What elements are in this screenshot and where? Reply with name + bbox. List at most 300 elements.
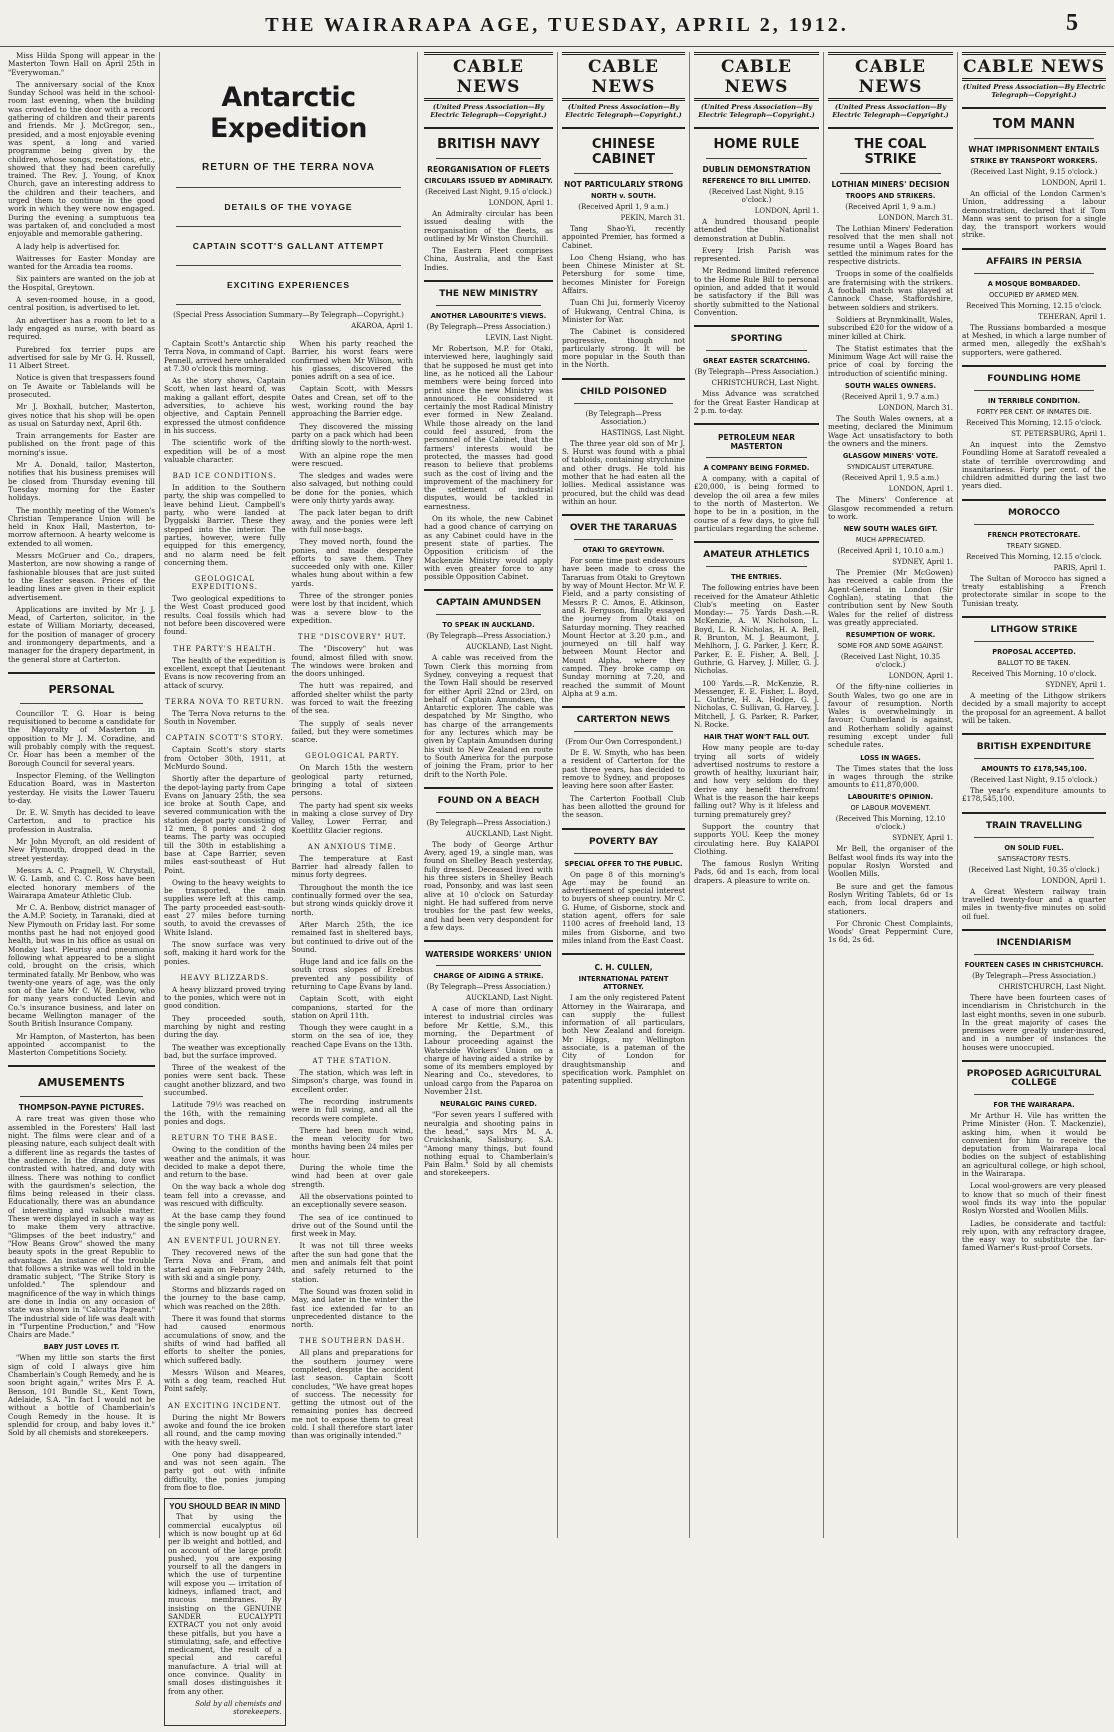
credit-line: (United Press Association—By Electric Telegraph—Copyright.) bbox=[565, 103, 682, 119]
subheading: AN EXCITING INCIDENT. bbox=[167, 1401, 282, 1410]
paragraph: The health of the expedition is excellent, except that Lieutenant Evans is now recovering from an attack of scurvy. bbox=[164, 655, 286, 690]
paragraph: A cable was received from the Town Clerk this morning from Sydney, conveying a request that the Town Hall should be reserved for either April 22nd or 23rd, on behalf of Captain Amundsen, the Antarctic explorer. The cable was despatched by Mr Singtho, who has charge of the arrangements for any lectures which may be given by Captain Amundsen during his visit to New Zealand en route to South America for the purpose of joining the Fram, prior to her drift to the North Pole. bbox=[424, 653, 553, 779]
paragraph: Mr Robertson, M.P. for Otaki, interviewed here, laughingly said that he supposed he must get into line, as he noticed all the Labour members were being forced into print since the new Ministry was announced. He considered it certainly the most Radical Ministry ever formed in New Zealand. While those already on the land could feel assured, from the personnel of the Cabinet, that the farmers' interests would be protected, the masses had good reason to believe that problems such as the cost of living and the improvement of the machinery for the settlement of industrial disputes, would be tackled in earnestness. bbox=[424, 344, 553, 511]
column-cable-news-2 bbox=[558, 52, 690, 1538]
paragraph: Mr John Mycroft, an old resident of New Plymouth, dropped dead in the street yesterday. bbox=[8, 837, 155, 863]
dateline: PARIS, April 1. bbox=[1053, 563, 1106, 572]
paragraph: The Sultan of Morocco has signed a treaty establishing a French protectorate similar in scope to the Tunisian treaty. bbox=[962, 573, 1106, 608]
dateline: LONDON, April 1. bbox=[488, 199, 553, 207]
credit-line: (Special Press Association Summary—By Telegraph—Copyright.) bbox=[173, 311, 404, 319]
paragraph: Two geological expeditions to the West Coast produced good results. Coal fossils which had not before been discovered were found. bbox=[164, 594, 286, 637]
article-headline: HOME RULE bbox=[713, 137, 800, 152]
subheading: A MOSQUE BOMBARDED. bbox=[987, 279, 1081, 288]
subheading: SATISFACTORY TESTS. bbox=[997, 854, 1071, 863]
paragraph: The "Discovery" hut was found, almost filled with snow. The windows were broken and the doors unhinged. bbox=[291, 644, 413, 679]
divider bbox=[424, 589, 553, 591]
subheading: OTAKI TO GREYTOWN. bbox=[582, 546, 665, 555]
paragraph: They discovered the missing party on a pack which had been drifting slowly to the north-west. bbox=[291, 421, 413, 448]
paragraph: Messrs Wilson and Meares, with a dog team, reached Hut Point safely. bbox=[164, 1367, 286, 1394]
divider bbox=[706, 350, 807, 351]
paragraph: The Lothian Miners' Federation resolved that the men shall not resume until a Wages Board has settled the minimum rates for the respective districts. bbox=[828, 224, 953, 267]
article-headline: TRAIN TRAVELLING bbox=[985, 820, 1083, 831]
paragraph: A case of more than ordinary interest to industrial circles was before Mr Kettle, S.M., this morning, the Department of Labour proceeding against the Waterside Workers' Union on a charge of having aided a strike by some of its members employed by Nearing and Co., stevedores, to unload cargo from the Paparoa on November 21st. bbox=[424, 1004, 553, 1097]
paragraph: The hutt was repaired, and afforded shelter whilst the party was forced to wait the freezing of the sea. bbox=[291, 681, 413, 716]
credit-line: (United Press Association—By Electric Telegraph—Copyright.) bbox=[430, 103, 547, 119]
paragraph: Captain Scott's Antarctic ship Terra Nova, in command of Capt. Pennell, arrived here unheralded at 7.30 o'clock this morning. bbox=[164, 339, 286, 373]
dateline: LONDON, April 1. bbox=[1041, 179, 1106, 187]
subheading: AMOUNTS TO £178,545,100. bbox=[981, 765, 1087, 774]
credit-line: (By Telegraph—Press Association.) bbox=[426, 983, 551, 992]
paragraph: As the story shows, Captain Scott, when last heard of, was making a gallant effort, despite adversities, to achieve his objective, and Captain Pennell expressed the utmost confidence in his success. bbox=[164, 376, 286, 435]
paragraph: A company, with a capital of £20,000, is being formed to develop the oil area a few miles to the north of Masterton. We hope to be in a position, in the course of a few days, to give full particulars regarding the scheme. bbox=[694, 474, 819, 533]
subheading: CAPTAIN SCOTT'S STORY. bbox=[165, 734, 284, 743]
paragraph: On March 15th the western geological party returned, bringing a total of sixteen persons. bbox=[291, 763, 413, 798]
paragraph: There had been much wind, the mean velocity for two months having been 24 miles per hour. bbox=[291, 1125, 413, 1160]
paragraph: Tuan Chi Jui, formerly Viceroy of Hukwang, Central China, is Minister for War. bbox=[562, 298, 685, 324]
dateline: TEHERAN, April 1. bbox=[1038, 312, 1106, 321]
paragraph: Waitresses for Easter Monday are wanted for the Arcadia tea rooms. bbox=[8, 253, 155, 272]
paragraph: A hundred thousand people attended the Nationalist demonstration at Dublin. bbox=[694, 217, 819, 243]
subheading: HAIR THAT WON'T FALL OUT. bbox=[703, 733, 810, 742]
paragraph: Mr Bell, the organiser of the Belfast wool finds its way into the popular Roslyn Worsted and Woollen Mills. bbox=[828, 844, 953, 879]
subheading: HEAVY BLIZZARDS. bbox=[180, 973, 270, 982]
subheading: FORTY PER CENT. OF INMATES DIE. bbox=[976, 407, 1092, 416]
article-subheading: CAPTAIN SCOTT'S GALLANT ATTEMPT bbox=[192, 241, 385, 251]
subheading: AT THE STATION. bbox=[312, 1057, 392, 1066]
dateline: AKAROA, April 1. bbox=[351, 322, 413, 330]
cable-news-banner: CABLE NEWS bbox=[694, 52, 819, 101]
dateline: LEVIN, Last Night. bbox=[485, 334, 553, 343]
dateline: SYDNEY, April 1. bbox=[892, 558, 953, 567]
divider bbox=[176, 226, 401, 227]
paragraph: The Premier (Mr McGowen) has received a cable from the Agent-General in London (Sir Coghlan), stating that the contribution sent by New South Wales for the relief of distress was greatly appreciated. bbox=[828, 568, 953, 627]
divider bbox=[962, 1060, 1106, 1062]
paragraph: An advertiser has a room to let to a lady engaged as nurse, with board as required. bbox=[8, 315, 155, 342]
paragraph: Captain Scott, with eight companions, started for the station on April 11th. bbox=[291, 994, 413, 1020]
paragraph: "For seven years I suffered with neuralgia and shooting pains in the head," says Mrs M. A. Cruickshank, Salisbury, S.A. "Among many things, but found nothing equal to Chamberlain's Pain Balm." Sold by all chemists and storekeepers. bbox=[424, 1110, 553, 1178]
subheading: THE ENTRIES. bbox=[731, 573, 782, 582]
received-line: Received This Morning, 12.15 o'clock. bbox=[966, 552, 1102, 561]
dateline: SYDNEY, April 1. bbox=[1045, 680, 1106, 689]
subheading: GLASGOW MINERS' VOTE. bbox=[842, 452, 939, 461]
paragraph: Captain Scott's story starts from October 30th, 1911, at McMurdo Sound. bbox=[164, 745, 286, 771]
dateline: AUCKLAND, Last Night. bbox=[465, 643, 553, 652]
divider bbox=[562, 828, 685, 830]
paragraph: The sledges and wades were also salvaged, but nothing could be done for the ponies, which were only thirty yards away. bbox=[291, 471, 413, 506]
subheading: INTERNATIONAL PATENT ATTORNEY. bbox=[578, 975, 669, 992]
paragraph: Messrs McGruer and Co., drapers, Masterton, are now showing a range of fashionable blouses that are just suited to the Easter season. Prices of the leading lines are given in their explicit advertisement. bbox=[8, 551, 155, 602]
paragraph: The year's expenditure amounts to £178,545,100. bbox=[962, 786, 1106, 804]
paragraph: The body of George Arthur Avery, aged 19, a single man, was found on Shelley Beach yesterday, fully dressed. Deceased lived with his three sisters in Shelley Beach road, Ponsonby, and was last seen alive at 10 o'clock on Saturday night. He had suffered from nerve troubles for the past few weeks, and had been very despondent for a few days. bbox=[424, 839, 553, 932]
paragraph: Though they were caught in a storm on the sea of ice, they reached Cape Evans on the 13th. bbox=[291, 1023, 413, 1049]
subheading: LOSS IN WAGES. bbox=[860, 753, 921, 762]
dateline: ST. PETERSBURG, April 1. bbox=[1011, 429, 1106, 438]
paragraph: Six painters are wanted on the job at the Hospital, Greytown. bbox=[8, 274, 155, 292]
received-line: Received This Morning, 12.15 o'clock. bbox=[966, 418, 1102, 427]
paragraph: How many people are to-day trying all sorts of widely advertised nostrums to restore a growth of healthy, luxuriant hair, and how very seldom do they derive any benefit therefrom! What is the reason the hair keeps falling out? Why is it lifeless and turning prematurely grey? bbox=[694, 743, 819, 819]
received-line: (Received Last Night, 9.15 o'clock.) bbox=[970, 776, 1098, 785]
subheading: BABY JUST LOVES IT. bbox=[43, 1343, 120, 1352]
article-headline: OVER THE TARARUAS bbox=[569, 523, 678, 534]
received-line: (Received Last Night, 10.35 o'clock.) bbox=[968, 865, 1100, 874]
divider bbox=[962, 248, 1106, 250]
paragraph: For Chronic Chest Complaints, Woods' Great Peppermint Cure, 1s 6d, 2s 6d. bbox=[828, 918, 953, 945]
paragraph: The South Wales owners, at a meeting, declared the Minimum Wage Act unsatisfactory to both the owners and the miners. bbox=[828, 414, 953, 448]
article-headline: MOROCCO bbox=[1007, 507, 1061, 518]
article-headline: THE COAL STRIKE bbox=[854, 137, 927, 167]
subheading: NOT PARTICULARLY STRONG bbox=[563, 180, 684, 189]
divider bbox=[974, 758, 1094, 759]
divider bbox=[962, 929, 1106, 931]
paragraph: At the base camp they found the single pony well. bbox=[164, 1211, 286, 1229]
subheading: ANOTHER LABOURITE'S VIEWS. bbox=[430, 312, 547, 321]
subheading: LABOURITE'S OPINION. bbox=[847, 793, 934, 802]
subheading: TO SPEAK IN AUCKLAND. bbox=[442, 621, 535, 630]
paragraph: They recovered news of the Terra Nova and Fram, and started again on February 24th, with ski and a single pony. bbox=[164, 1247, 286, 1282]
cable-news-banner: CABLE NEWS bbox=[828, 52, 953, 101]
subheading: NEURALGIC PAINS CURED. bbox=[440, 1100, 537, 1109]
received-line: (Received April 1, 9 a.m.) bbox=[845, 203, 936, 211]
divider bbox=[562, 953, 685, 955]
article-headline: C. H. CULLEN, bbox=[594, 963, 653, 973]
section-heading-personal: PERSONAL bbox=[48, 682, 115, 696]
article-headline: THE NEW MINISTRY bbox=[439, 289, 538, 300]
paragraph: The Eastern Fleet comprises China, Australia, and the East Indies. bbox=[424, 246, 553, 272]
paragraph: The Times states that the loss in wages through the strike amounts to £11,870,000. bbox=[828, 763, 953, 790]
article-headline: FOUNDLING HOME bbox=[987, 373, 1081, 384]
paragraph: A seven-roomed house, in a good, central position, is advertised to let. bbox=[8, 295, 155, 313]
paragraph: Three of the stronger ponies were lost by that incident, which was a severe blow to the expedition. bbox=[291, 591, 413, 625]
divider bbox=[562, 378, 685, 380]
received-line: (Received April 1, 9 a.m.) bbox=[578, 203, 669, 211]
subheading: DUBLIN DEMONSTRATION bbox=[702, 165, 811, 174]
paragraph: Storms and blizzards raged on the journey to the base camp, which was reached on the 28th. bbox=[164, 1285, 286, 1311]
divider bbox=[694, 325, 819, 327]
paragraph: The Cabinet is considered progressive, though not particularly strong. It will be more popular in the South than in the North. bbox=[562, 327, 685, 370]
divider bbox=[424, 787, 553, 789]
paragraph: Tang Shao-Yi, recently appointed Premier, has formed a Cabinet. bbox=[562, 224, 685, 250]
subheading: FOURTEEN CASES IN CHRISTCHURCH. bbox=[964, 960, 1104, 969]
paragraph: 100 Yards.—R. McKenzie, R. Messenger, E. E. Fisher, L. Boyd, L. Guthrie, H. A. Hodge, G. J. Nicholas, C. Sullivan, G. Harvey, J. Mitchell, J. G. Parker, R. Parker, N. Rocke. bbox=[694, 678, 819, 729]
column-cable-news-3 bbox=[690, 52, 824, 1538]
subheading: SOUTH WALES OWNERS. bbox=[844, 382, 937, 391]
received-line: (Received April 1, 9.7 a.m.) bbox=[841, 393, 940, 402]
credit-line: (United Press Association—By Electric Telegraph—Copyright.) bbox=[962, 83, 1106, 99]
divider bbox=[962, 812, 1106, 814]
paragraph: Every Irish Parish was represented. bbox=[694, 245, 819, 264]
advertisement-text: That by using the commercial eucalyptus oil which is now bought up at 6d per lb weight and bottled, and on account of the large profit pushed, you are exposing yourself to all the dangers in which the use of turpentine will expose you — irritation of kidneys, inflamed tract, and mucous membranes. By insisting on the GENUINE SANDER EUCALYPTI EXTRACT you not only avoid these pitfalls, but you have a stimulating, safe, and effective medicament, the result of a special and careful manufacture. A trial will at once convince. Quality in small doses distinguishes it from any other. bbox=[168, 1512, 282, 1696]
subheading: THE PARTY'S HEALTH. bbox=[173, 644, 277, 653]
divider bbox=[962, 733, 1106, 735]
paragraph: There have been fourteen cases of incendiarism in Christchurch in the last eight months, seven in one suburb. In the great majority of cases the premises were greatly under-insured, and in a number of instances the houses were unoccupied. bbox=[962, 992, 1106, 1052]
paragraph: A heavy blizzard proved trying to the ponies, which were not in good condition. bbox=[164, 984, 286, 1011]
credit-line: (From Our Own Correspondent.) bbox=[565, 738, 682, 747]
paragraph: Owing to the heavy weights to be transported, the main supplies were left at this camp. The party proceeded east-south-east 27 miles before turning south, to avoid the crevasses of White Island. bbox=[164, 877, 286, 937]
dateline: LONDON, April 1. bbox=[1041, 876, 1106, 885]
credit-line: (By Telegraph—Press Association.) bbox=[585, 409, 662, 426]
paragraph: Huge land and ice falls on the south cross slopes of Erebus prevented any possibility of returning to Cape Evans by land. bbox=[291, 957, 413, 991]
dateline: LONDON, April 1. bbox=[888, 672, 953, 681]
credit-line: (By Telegraph—Press Association.) bbox=[426, 632, 551, 641]
received-line: (Received Last Night, 10.35 o'clock.) bbox=[840, 653, 941, 670]
paragraph: Shortly after the departure of the depot-laying party from Cape Evans on January 25th, the sea ice broke at South Cape, and severed communication with the station depot party consisting of 12 men, 8 ponies and 2 dog teams. The party was occupied till the 30th in establishing a base at Cape Barrier, seven miles east-southeast of Hut Point. bbox=[164, 774, 286, 875]
divider bbox=[974, 1094, 1094, 1095]
paragraph: The sea of ice continued to drive out of the Sound until the first week in May. bbox=[291, 1212, 413, 1239]
paragraph: Loo Cheng Hsiang, who has been Chinese Minister at St. Petersburg for some time, becomes Minister for Foreign Affairs. bbox=[562, 252, 685, 296]
divider bbox=[974, 837, 1094, 838]
paragraph: Mr Hampton, of Masterton, has been appointed accompanist to the Masterton Competitions Society. bbox=[8, 1031, 155, 1058]
paragraph: A meeting of the Lithgow strikers decided by a small majority to accept the proposal for an agreement. A ballot will be taken. bbox=[962, 690, 1106, 725]
advertisement-footer: Sold by all chemists and storekeepers. bbox=[195, 1699, 282, 1716]
paragraph: A Great Western railway train travelled twenty-four and a quarter miles in twenty-five minutes on solid oil fuel. bbox=[962, 886, 1106, 921]
divider bbox=[694, 423, 819, 425]
subheading: OCCUPIED BY ARMED MEN. bbox=[989, 290, 1079, 299]
subheading: STRIKE BY TRANSPORT WORKERS. bbox=[970, 157, 1098, 165]
divider bbox=[562, 706, 685, 708]
subheading: FOR THE WAIRARAPA. bbox=[993, 1100, 1075, 1109]
paragraph: The supply of seals never failed, but they were sometimes scarce. bbox=[291, 718, 413, 745]
divider bbox=[574, 731, 673, 732]
cable-news-banner: CABLE NEWS bbox=[424, 52, 553, 101]
subheading: AN ANXIOUS TIME. bbox=[307, 842, 397, 851]
article-headline: CAPTAIN AMUNDSEN bbox=[436, 598, 541, 609]
subheading: FRENCH PROTECTORATE. bbox=[987, 530, 1081, 539]
paragraph: Purebred fox terrier pups are advertised for sale by Mr G. H. Russell, 11 Albert Street. bbox=[8, 344, 155, 371]
paragraph: Applications are invited by Mr J. J. Mead, of Carterton, solicitor, in the estate of William Moriarty, deceased, for the position of manager of grocery and ironmongery departments, and a manager for the drapery department, in the general store at Carterton. bbox=[8, 604, 155, 664]
article-headline: Antarctic Expedition bbox=[209, 82, 367, 144]
divider bbox=[962, 107, 1106, 109]
article-subheading: RETURN OF THE TERRA NOVA bbox=[202, 162, 375, 173]
subheading: GEOLOGICAL PARTY. bbox=[305, 752, 400, 761]
divider bbox=[176, 265, 401, 266]
divider bbox=[20, 703, 143, 704]
divider bbox=[574, 853, 673, 854]
credit-line: (United Press Association—By Electric Telegraph—Copyright.) bbox=[832, 103, 949, 119]
paragraph: Owing to the condition of the weather and the animals, it was decided to make a depot there, and return to the base. bbox=[164, 1145, 286, 1180]
paragraph: Messrs A. C. Pragnell, W. Chrystall, W. G. Lamb, and C. C. Ross have been elected honorary members of the Wairarapa Amateur Athletic Club. bbox=[8, 865, 155, 900]
column-cable-news-1 bbox=[420, 52, 558, 1538]
credit-line: (By Telegraph—Press Association.) bbox=[972, 971, 1096, 980]
subheading: TREATY SIGNED. bbox=[1006, 541, 1062, 550]
article-headline: BRITISH EXPENDITURE bbox=[976, 742, 1092, 753]
dateline: HASTINGS, Last Night. bbox=[601, 428, 685, 437]
subheading: WHAT IMPRISONMENT ENTAILS bbox=[968, 145, 1100, 154]
subheading: REORGANISATION OF FLEETS bbox=[427, 165, 550, 174]
divider bbox=[574, 403, 673, 404]
paragraph: Mr J. Boxhall, butcher, Masterton, gives notice that his shop will be open as usual on Saturday next, April 6th. bbox=[8, 402, 155, 428]
divider bbox=[706, 457, 807, 458]
subheading: CIRCULARS ISSUED BY ADMIRALTY. bbox=[424, 177, 553, 185]
dateline: AUCKLAND, Last Night. bbox=[465, 829, 553, 838]
divider bbox=[962, 365, 1106, 367]
paragraph: The pack later began to drift away, and the ponies were left with full nose-bags. bbox=[291, 508, 413, 534]
divider bbox=[694, 127, 819, 129]
paragraph: An official of the London Carmen's Union, addressing a labour demonstration, declared that if Tom Mann was sent to prison for a single day, the transport workers would strike. bbox=[962, 189, 1106, 240]
paragraph: The following entries have been received for the Amateur Athletic Club's meeting on Easter Monday:— 75 Yards Dash.—R. McKenzie, A. W. Nicholson, L. Boyd, L. R. Nicholas, H. A. Bell, R. Brunton, M. J. Beaumont, J. Mehlhorn, J. G. Parker, J. Kerr, R. Parker, E. E. Fisher, A. Bell, J. Guthrie, G. Harvey, J. Miller, G. J. Nicholas. bbox=[694, 583, 819, 676]
paragraph: An Admiralty circular has been issued dealing with the reorganisation of the fleets, as outlined by Mr Winston Churchill. bbox=[424, 209, 553, 243]
paragraph: The scientific work of the expedition will be of a most valuable character. bbox=[164, 438, 286, 464]
received-line: Received This Morning, 10 o'clock. bbox=[971, 669, 1097, 678]
paragraph: The Statist estimates that the Minimum Wage Act will raise the price of coal by forcing the introduction of scientific mining. bbox=[828, 343, 953, 378]
paragraph: Mr C. A. Benbow, district manager of the A.M.P. Society, in Taranaki, died at New Plymouth on Friday last. For some months past he had not enjoyed good health, but was in his office as usual on Monday last. Pleurisy and pneumonia following what appeared to be a slight cold, brought on the crisis, which terminated fatally. Mr Benbow, who was twenty-one years of age, was the only son of the late Mr C. W. Benbow, who for many years conducted Levin and Co.'s insurance business, and later on became Wellington manager of the South British Insurance Company. bbox=[8, 903, 155, 1029]
paragraph: On its whole, the new Cabinet had a good chance of carrying on as any Cabinet could have in the present state of parties. The Opposition criticism of the Mackenzie Ministry would apply with even greater force to any possible Opposition Cabinet. bbox=[424, 514, 553, 582]
subheading: TROOPS AND STRIKERS. bbox=[845, 192, 936, 200]
received-line: (Received Last Night, 9.15 o'clock.) bbox=[425, 188, 552, 196]
subheading: AN EVENTFUL JOURNEY. bbox=[167, 1236, 282, 1245]
paragraph: Troops in some of the coalfields are fraternising with the strikers. A football match was played at Cannock Chase, Staffordshire, between soldiers and strikers. bbox=[828, 269, 953, 312]
divider bbox=[974, 138, 1094, 139]
article-headline: INCENDIARISM bbox=[996, 937, 1072, 948]
subheading: RETURN TO THE BASE. bbox=[171, 1134, 279, 1143]
masthead-title: THE WAIRARAPA AGE, TUESDAY, APRIL 2, 1912. bbox=[265, 14, 849, 36]
divider bbox=[436, 812, 541, 813]
paragraph: For some time past endeavours have been made to cross the Tararuas from Otaki to Greytown by way of Mount Hector. Mr W. F. Field, and a party consisting of Messrs P. C. Amos, E. Atkinson, and R. Ferguson, finally essayed the journey from Otaki on Saturday morning. They reached Mount Hector at 3.20 p.m., and journeyed on till half way between Mount Hector and Mount Alpha, where they camped. They broke camp on Sunday morning at 7.20, and reached the summit of Mount Alpha at 9 a.m. bbox=[562, 556, 685, 698]
paragraph: During the whole time the wind had been at over gale strength. bbox=[291, 1163, 413, 1189]
subheading: THE "DISCOVERY" HUT. bbox=[297, 633, 407, 642]
subheading: GEOLOGICAL EXPEDITIONS. bbox=[191, 575, 258, 592]
paragraph: Miss Hilda Spong will appear in the Masterton Town Hall on April 25th in "Everywoman." bbox=[8, 51, 155, 77]
masthead bbox=[0, 0, 1114, 47]
paragraph: They proceeded south, marching by night and resting during the day. bbox=[164, 1013, 286, 1040]
divider bbox=[20, 1096, 143, 1097]
paragraph: Train arrangements for Easter are published on the front page of this morning's issue. bbox=[8, 431, 155, 457]
divider bbox=[974, 524, 1094, 525]
paragraph: Miss Advance was scratched for the Great Easter Handicap at 2 p.m. to-day. bbox=[694, 389, 819, 415]
dateline: PEKIN, March 31. bbox=[620, 214, 685, 222]
received-line: Received This Morning, 12.15 o'clock. bbox=[966, 301, 1102, 310]
divider bbox=[424, 127, 553, 129]
column-antarctic-expedition bbox=[160, 52, 418, 1716]
page-number: 5 bbox=[1066, 10, 1078, 36]
paragraph: Ladies, be considerate and tactful: rely upon, with any refractory dragee, the easy way to substitute the far-famed Warner's Rust-proof Corsets. bbox=[962, 1218, 1106, 1253]
cable-news-banner: CABLE NEWS bbox=[562, 52, 685, 101]
paragraph: The recording instruments were in full swing, and all the records were complete. bbox=[291, 1096, 413, 1123]
received-line: (Received April 1, 10.10 a.m.) bbox=[837, 547, 944, 556]
paragraph: Captain Scott, with Messrs Oates and Crean, set off to the west, working round the bay approaching the Barrier edge. bbox=[291, 384, 413, 419]
paragraph: When his party reached the Barrier, his worst fears were confirmed when Mr Wilson, with his glasses, discovered the ponies adrift on a sea of ice. bbox=[291, 339, 413, 382]
paragraph: The monthly meeting of the Women's Christian Temperance Union will be held in Knox Hall, Masterton, to-morrow afternoon. A hearty welcome is extended to all women. bbox=[8, 505, 155, 548]
divider bbox=[706, 566, 807, 567]
article-subheading: DETAILS OF THE VOYAGE bbox=[224, 202, 353, 212]
paragraph: Notice is given that trespassers found on Te Awaite or Tablelands will be prosecuted. bbox=[8, 373, 155, 399]
subheading: TERRA NOVA TO RETURN. bbox=[165, 697, 285, 706]
paragraph: There it was found that storms had caused enormous accumulations of snow, and the shifts of wind had baffled all efforts to shelter the ponies, which suffered badly. bbox=[164, 1314, 286, 1365]
divider bbox=[974, 954, 1094, 955]
article-headline: LITHGOW STRIKE bbox=[990, 624, 1078, 635]
article-body bbox=[164, 340, 413, 1732]
subheading: NORTH v. SOUTH. bbox=[590, 192, 656, 200]
paragraph: Latitude 79½ was reached on the 16th, with the remaining ponies and dogs. bbox=[164, 1100, 286, 1126]
subheading: SOME FOR AND SOME AGAINST. bbox=[837, 642, 944, 651]
subheading: BAD ICE CONDITIONS. bbox=[172, 472, 277, 481]
subheading: A COMPANY BEING FORMED. bbox=[703, 464, 810, 473]
article-headline: PROPOSED AGRICULTURAL COLLEGE bbox=[966, 1068, 1102, 1088]
subheading: THOMPSON-PAYNE PICTURES. bbox=[18, 1103, 145, 1113]
article-headline: SPORTING bbox=[730, 334, 783, 345]
divider bbox=[424, 940, 553, 942]
paragraph: An inquest into the Zemstvo Foundling Home at Saratoff revealed a state of terrible overcrowding and insanitariness. Forty per cent. of the children admitted during the last two years died. bbox=[962, 439, 1106, 491]
divider bbox=[840, 173, 941, 174]
paragraph: I am the only registered Patent Attorney in the Wairarapa, and can supply the fullest information of all particulars, both New Zealand and foreign. Mr Higgs, my Wellington associate, is a pateman of the City of London for draughtsmanship and specification work. Pamphlet on patenting supplied. bbox=[562, 993, 685, 1086]
divider bbox=[436, 614, 541, 615]
paragraph: Mr Arthur H. Vile has written the Prime Minister (Hon. T. Mackenzie), asking him, when it would be convenient for him to receive the deputation from Wairarapa local bodies on the subject of establishing an agricultural college, or high school, in the Wairarapa. bbox=[962, 1110, 1106, 1179]
paragraph: It was not till three weeks after the sun had gone that the men and animals felt that point and safely returned to the station. bbox=[291, 1241, 413, 1284]
divider bbox=[562, 127, 685, 129]
article-headline: CHILD POISONED bbox=[580, 386, 667, 397]
credit-line: (By Telegraph—Press Association.) bbox=[426, 323, 551, 332]
subheading: NEW SOUTH WALES GIFT. bbox=[843, 525, 938, 534]
divider bbox=[694, 541, 819, 543]
credit-line: (By Telegraph—Press Association.) bbox=[426, 818, 551, 827]
article-column-left bbox=[164, 340, 286, 1732]
dateline: AUCKLAND, Last Night. bbox=[465, 994, 553, 1003]
cable-news-banner: CABLE NEWS bbox=[962, 52, 1106, 81]
paragraph: The Terra Nova returns to the South in November. bbox=[164, 708, 286, 727]
article-headline: CHINESE CABINET bbox=[591, 137, 656, 167]
dateline: CHRISTCHURCH, Last Night. bbox=[998, 982, 1106, 991]
paragraph: The anniversary social of the Knox Sunday School was held in the school-room last evening, when the building was crowded to the door with a record gathering of children and their parents and friends. Mr J. McGregor, sen., presided, and a most enjoyable evening was spent, a long and varied programme being given by the children, whose songs, recitations, etc., showed that they had been carefully trained. The Rev. J. Young, of Knox Church, gave an interesting address to the children and their teachers, and urged them to continue in the good work in which they were now engaged. During the evening a sumptuous tea was partaken of, and concluded a most enjoyable and memorable gathering. bbox=[8, 79, 155, 239]
divider bbox=[424, 280, 553, 282]
section-heading-amusements: AMUSEMENTS bbox=[38, 1076, 125, 1090]
credit-line: (United Press Association—By Electric Telegraph—Copyright.) bbox=[698, 103, 815, 119]
subheading: OF LABOUR MOVEMENT. bbox=[850, 804, 931, 813]
article-headline: TOM MANN bbox=[992, 117, 1076, 132]
paragraph: Inspector Fleming, of the Wellington Education Board, was in Masterton yesterday. He visits the Lower Taueru to-day. bbox=[8, 770, 155, 805]
divider bbox=[176, 187, 401, 188]
paragraph: The party had spent six weeks in making a close survey of Dry Valley, Lower Ferrar, and Koettlitz Glacier regions. bbox=[291, 800, 413, 835]
paragraph: On page 8 of this morning's Age may be found an advertisement of special interest to buyers of sheep country. Mr C. G. Hume, of Gisborne, stock and station agent, offers for sale 1100 acres of freehold land, 13 miles from Gisborne, and two miles inland from the East Coast. bbox=[562, 869, 685, 945]
divider bbox=[974, 641, 1094, 642]
article-headline: PETROLEUM NEAR MASTERTON bbox=[718, 433, 795, 452]
article-headline: AMATEUR ATHLETICS bbox=[703, 550, 810, 561]
paragraph: All plans and preparations for the southern journey were completed, despite the accident last season. Captain Scott concludes, "We have great hopes of success. The necessity for getting the utmost out of the remaining ponies has decreed me not to expose them to great cold. I shall therefore start later than was originally intended." bbox=[291, 1348, 413, 1441]
paragraph: Throughout the month the ice continually formed over the sea, but strong winds quickly drove it north. bbox=[291, 882, 413, 917]
subheading: GREAT EASTER SCRATCHING. bbox=[702, 357, 811, 366]
paragraph: The temperature at East Barrier had already fallen to minus forty degrees. bbox=[291, 853, 413, 880]
paragraph: On the way back a whole dog team fell into a crevasse, and was rescued with difficulty. bbox=[164, 1182, 286, 1209]
article-headline: FOUND ON A BEACH bbox=[437, 795, 540, 806]
divider bbox=[706, 158, 807, 159]
divider bbox=[8, 1065, 155, 1067]
dateline: CHRISTCHURCH, Last Night. bbox=[711, 379, 819, 388]
column-cable-news-4 bbox=[824, 52, 958, 1538]
divider bbox=[8, 672, 155, 674]
article-headline: CARTERTON NEWS bbox=[576, 715, 671, 726]
paragraph: In addition to the Southern party, the ship was compelled to leave behind Lieut. Campbell's party, who were landed at Dyggalski Barrier. These they stepped into the interior. The parties, however, were fully equipped for this emergency, and no alarm need be felt concerning them. bbox=[164, 483, 286, 567]
received-line: (Received This Morning, 12.10 o'clock.) bbox=[835, 815, 946, 832]
divider bbox=[974, 390, 1094, 391]
divider bbox=[436, 305, 541, 306]
paragraph: Mr A. Donald, tailor, Masterton, notifies that his business premises will be closed from Thursday evening till Tuesday morning for the Easter holidays. bbox=[8, 460, 155, 503]
credit-line: (By Telegraph—Press Association.) bbox=[694, 368, 819, 377]
subheading: MUCH APPRECIATED. bbox=[855, 536, 926, 545]
subheading: RESUMPTION OF WORK. bbox=[845, 631, 936, 640]
dateline: SYDNEY, April 1. bbox=[892, 834, 953, 843]
dateline: LONDON, April 1. bbox=[888, 485, 953, 494]
paragraph: The three year old son of Mr J. S. Hurst was found with a phial of tabloids, containing strychnine and other drugs. He told his mother that he had eaten all the lollies. Medical assistance was procured, but the child was dead within an hour. bbox=[562, 438, 685, 506]
column-local-news bbox=[4, 52, 160, 1538]
paragraph: Local wool-growers are very pleased to know that so much of their finest wool finds its way into the popular Roslyn Worsted and Woollen Mills. bbox=[962, 1181, 1106, 1216]
subheading: SYNDICALIST LITERATURE. bbox=[846, 463, 935, 472]
paragraph: A rare treat was given those who assembled in the Foresters' Hall last night. The films were clear and of a pleasing nature, each subject dealt with a different line as regards the tastes of the audience. In the drama, love was contrasted with hatred, and duty with illness. There was nothing to conflict with the gaurdsmen's selection, the films being released in their class. Educationally, there was an abundance of interesting and valuable matter. These were displayed in such a way as to make them very attractive. "Glimpses of the beet industry," and "How Beans Grow" showed the many beauty spots in the great Republic to advantage. An instance of the trouble that follows a strike was well told in the dramatic subject, "The Strike Story is unfolded." The splendour and magnificence of the way in which things are done in India on any occasion of state was shown in "Calcutta Pageant." The industrial side of life was dealt with in "Turpentine Production," and "How Chairs are Made." bbox=[8, 1114, 155, 1340]
paragraph: Three of the weakest of the ponies were sent back. These caught another blizzard, and two succumbed. bbox=[164, 1063, 286, 1098]
received-line: (Received Last Night, 9.15 o'clock.) bbox=[709, 188, 804, 204]
divider bbox=[436, 158, 541, 159]
subheading: SPECIAL OFFER TO THE PUBLIC. bbox=[564, 859, 683, 868]
divider bbox=[828, 127, 953, 129]
received-line: (Received Last Night, 9.15 o'clock.) bbox=[970, 168, 1098, 176]
dateline: LONDON, April 1. bbox=[754, 207, 819, 215]
